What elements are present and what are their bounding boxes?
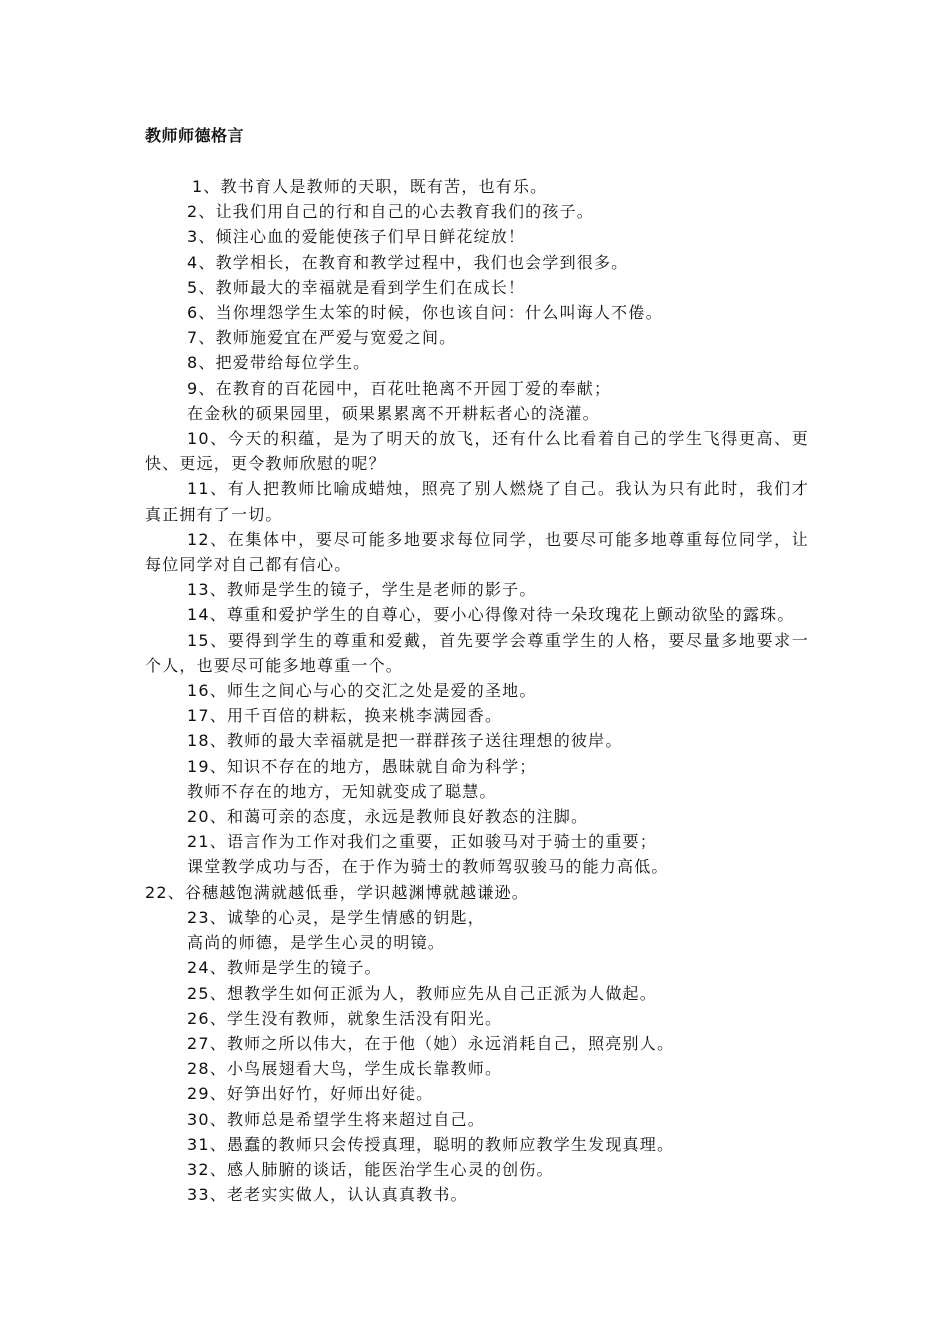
document-body (145, 174, 809, 1207)
maxim-9-continued: 在金秋的硕果园里，硕果累累离不开耕耘者心的浇灌。 (187, 403, 600, 423)
maxim-22: 22、谷穗越饱满就越低垂，学识越渊博就越谦逊。 (145, 882, 529, 902)
maxim-20: 20、和蔼可亲的态度，永远是教师良好教态的注脚。 (187, 807, 589, 827)
maxim-4: 4、教学相长，在教育和教学过程中，我们也会学到很多。 (187, 252, 629, 272)
maxim-23: 23、诚挚的心灵，是学生情感的钥匙， (187, 907, 485, 927)
maxim-16: 16、师生之间心与心的交汇之处是爱的圣地。 (187, 681, 537, 701)
maxim-14: 14、尊重和爱护学生的自尊心，要小心得像对待一朵玫瑰花上颤动欲坠的露珠。 (187, 605, 795, 625)
maxim-25: 25、想教学生如何正派为人，教师应先从自己正派为人做起。 (187, 983, 657, 1003)
maxim-30: 30、教师总是希望学生将来超过自己。 (187, 1109, 485, 1129)
maxim-33: 33、老老实实做人，认认真真教书。 (187, 1185, 468, 1205)
maxim-19-continued: 教师不存在的地方，无知就变成了聪慧。 (187, 781, 497, 801)
maxim-29: 29、好笋出好竹，好师出好徒。 (187, 1084, 434, 1104)
document-title: 教师师德格言 (145, 126, 245, 145)
maxim-2: 2、让我们用自己的行和自己的心去教育我们的孩子。 (187, 202, 594, 222)
maxim-27: 27、教师之所以伟大，在于他（她）永远消耗自己，照亮别人。 (187, 1033, 675, 1053)
maxim-19: 19、知识不存在的地方，愚昧就自命为科学； (187, 756, 537, 776)
maxim-15: 15、要得到学生的尊重和爱戴，首先要学会尊重学生的人格，要尽量多地要求一个人，也要尽可能多地尊重一个。 (145, 630, 809, 675)
maxim-11: 11、有人把教师比喻成蜡烛，照亮了别人燃烧了自己。我认为只有此时，我们才真正拥有了一切。 (145, 479, 809, 524)
maxim-13: 13、教师是学生的镜子，学生是老师的影子。 (187, 580, 537, 600)
maxim-12: 12、在集体中，要尽可能多地要求每位同学，也要尽可能多地尊重每位同学，让每位同学对自己都有信心。 (145, 529, 809, 575)
maxim-6: 6、当你埋怨学生太笨的时候，你也该自问：什么叫诲人不倦。 (187, 303, 663, 323)
maxim-26: 26、学生没有教师，就象生活没有阳光。 (187, 1008, 503, 1028)
maxim-21-continued: 课堂教学成功与否，在于作为骑士的教师驾驭骏马的能力高低。 (187, 857, 669, 877)
maxim-32: 32、感人肺腑的谈话，能医治学生心灵的创伤。 (187, 1159, 554, 1179)
maxim-21: 21、语言作为工作对我们之重要，正如骏马对于骑士的重要； (187, 832, 657, 852)
maxim-28: 28、小鸟展翅看大鸟，学生成长靠教师。 (187, 1059, 503, 1079)
maxim-17: 17、用千百倍的耕耘，换来桃李满园香。 (187, 706, 503, 726)
maxim-24: 24、教师是学生的镜子。 (187, 958, 382, 978)
maxim-10: 10、今天的积蕴，是为了明天的放飞，还有什么比看着自己的学生飞得更高、更快、更远，更令教师欣慰的呢？ (145, 429, 809, 474)
maxim-18: 18、教师的最大幸福就是把一群群孩子送往理想的彼岸。 (187, 731, 623, 751)
maxim-3: 3、倾注心血的爱能使孩子们早日鲜花绽放！ (187, 227, 526, 247)
maxim-8: 8、把爱带给每位学生。 (187, 353, 371, 373)
maxim-23-continued: 高尚的师德，是学生心灵的明镜。 (187, 933, 446, 953)
maxim-1: 1、教书育人是教师的天职，既有苦，也有乐。 (192, 177, 548, 196)
maxim-9: 9、在教育的百花园中，百花吐艳离不开园丁爱的奉献； (187, 378, 612, 398)
maxim-7: 7、教师施爱宜在严爱与宽爱之间。 (187, 328, 457, 348)
maxim-31: 31、愚蠢的教师只会传授真理，聪明的教师应教学生发现真理。 (187, 1134, 675, 1154)
maxim-5: 5、教师最大的幸福就是看到学生们在成长！ (187, 277, 526, 297)
